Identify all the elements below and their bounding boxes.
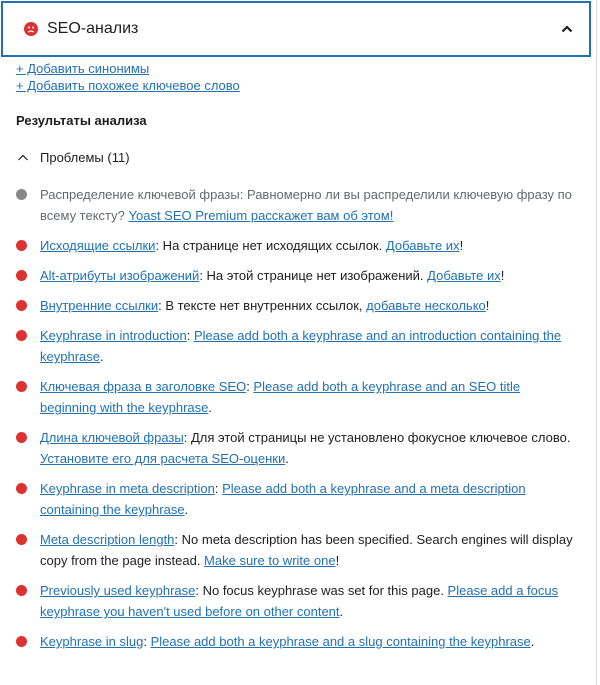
keyphrase-links (16, 60, 240, 94)
red-status-dot-icon (16, 381, 27, 392)
assessment-action-link[interactable]: Please add both a keyphrase and a meta description containing the keyphrase (40, 481, 526, 517)
assessment-text: : На этой странице нет изображений. (199, 268, 428, 283)
red-status-dot-icon (16, 432, 27, 443)
assessment-title-link[interactable]: Длина ключевой фразы (40, 430, 184, 445)
seo-analysis-toggle[interactable] (1, 1, 591, 57)
red-status-dot-icon (16, 483, 27, 494)
analysis-result-item (16, 325, 576, 367)
assessment-action-link[interactable]: Make sure to write one (204, 553, 336, 568)
grey-status-dot-icon (16, 189, 27, 200)
analysis-result-item (16, 184, 576, 226)
problems-toggle[interactable] (16, 150, 130, 165)
chevron-up-icon[interactable] (559, 21, 575, 37)
red-status-dot-icon (16, 300, 27, 311)
assessment-text: : No focus keyphrase was set for this page. (195, 583, 448, 598)
assessment-punctuation: . (339, 604, 344, 619)
assessment-punctuation: . (208, 400, 213, 415)
assessment-title-link[interactable]: Keyphrase in slug (40, 634, 144, 649)
analysis-result-item (16, 235, 576, 256)
assessment-text: : (214, 481, 223, 496)
assessment-punctuation: ! (335, 553, 340, 568)
results-heading: Результаты анализа (16, 113, 147, 128)
assessment-title-link[interactable]: Keyphrase in introduction (40, 328, 187, 343)
analysis-result-item (16, 631, 576, 652)
analysis-result-item (16, 265, 576, 286)
assessment-title-link[interactable]: Keyphrase in meta description (40, 481, 215, 496)
assessment-title-link[interactable]: Meta description length (40, 532, 175, 547)
red-status-dot-icon (16, 585, 27, 596)
assessment-title-link[interactable]: Ключевая фраза в заголовке SEO (40, 379, 247, 394)
analysis-result-item (16, 478, 576, 520)
analysis-result-item (16, 376, 576, 418)
assessment-text: : (246, 379, 254, 394)
sad-face-icon (24, 22, 38, 36)
add-synonyms-link[interactable]: + Добавить синонимы (16, 61, 150, 76)
assessment-text: : No meta description has been specified. Search engines will display copy from the page instead. (40, 532, 573, 568)
assessment-punctuation: . (285, 451, 289, 466)
assessment-title-link[interactable]: Исходящие ссылки (40, 238, 156, 253)
assessment-action-link[interactable]: Добавьте их (385, 238, 460, 253)
assessment-title-link[interactable]: Внутренние ссылки (40, 298, 159, 313)
red-status-dot-icon (16, 270, 27, 281)
assessment-action-link[interactable]: Please add both a keyphrase and an introduction containing the keyphrase (40, 328, 562, 364)
analysis-result-item (16, 427, 576, 469)
assessment-action-link[interactable]: Please add both a keyphrase and an SEO title beginning with the keyphrase (40, 379, 521, 415)
red-status-dot-icon (16, 240, 27, 251)
assessment-text: : Для этой страницы не установлено фокусное ключевое слово. (183, 430, 571, 445)
analysis-result-item (16, 529, 576, 571)
assessment-punctuation: ! (500, 268, 505, 283)
assessment-title-link[interactable]: Alt-атрибуты изображений (40, 268, 200, 283)
assessment-title-link[interactable]: Previously used keyphrase (40, 583, 196, 598)
assessment-action-link[interactable]: Please add a focus keyphrase you haven't used before on other content (40, 583, 559, 619)
assessment-punctuation: ! (459, 238, 464, 253)
add-related-keyphrase-link[interactable]: + Добавить похожее ключевое слово (16, 78, 240, 93)
assessment-punctuation: . (530, 634, 535, 649)
assessment-text: : (143, 634, 151, 649)
analysis-result-item (16, 295, 576, 316)
assessment-action-link[interactable]: Please add both a keyphrase and a slug containing the keyphrase (150, 634, 531, 649)
problems-list (16, 184, 576, 661)
red-status-dot-icon (16, 330, 27, 341)
chevron-up-icon (16, 151, 30, 165)
assessment-text: : В тексте нет внутренних ссылок, (158, 298, 367, 313)
assessment-punctuation: . (184, 502, 189, 517)
problems-label: Проблемы (11) (40, 150, 130, 165)
assessment-action-link[interactable]: Добавьте их (427, 268, 501, 283)
assessment-text: Распределение ключевой фразы: Равномерно ли вы распределили ключевую фразу по всему тексту? (40, 187, 572, 223)
assessment-text: : (186, 328, 194, 343)
assessment-text: : На странице нет исходящих ссылок. (155, 238, 386, 253)
assessment-action-link[interactable]: Yoast SEO Premium расскажет вам об этом! (128, 208, 394, 223)
assessment-punctuation: ! (485, 298, 490, 313)
analysis-result-item (16, 580, 576, 622)
assessment-punctuation: . (99, 349, 104, 364)
assessment-action-link[interactable]: добавьте несколько (366, 298, 486, 313)
red-status-dot-icon (16, 636, 27, 647)
red-status-dot-icon (16, 534, 27, 545)
assessment-action-link[interactable]: Установите его для расчета SEO-оценки (40, 451, 286, 466)
panel-title: SEO-анализ (47, 20, 139, 37)
